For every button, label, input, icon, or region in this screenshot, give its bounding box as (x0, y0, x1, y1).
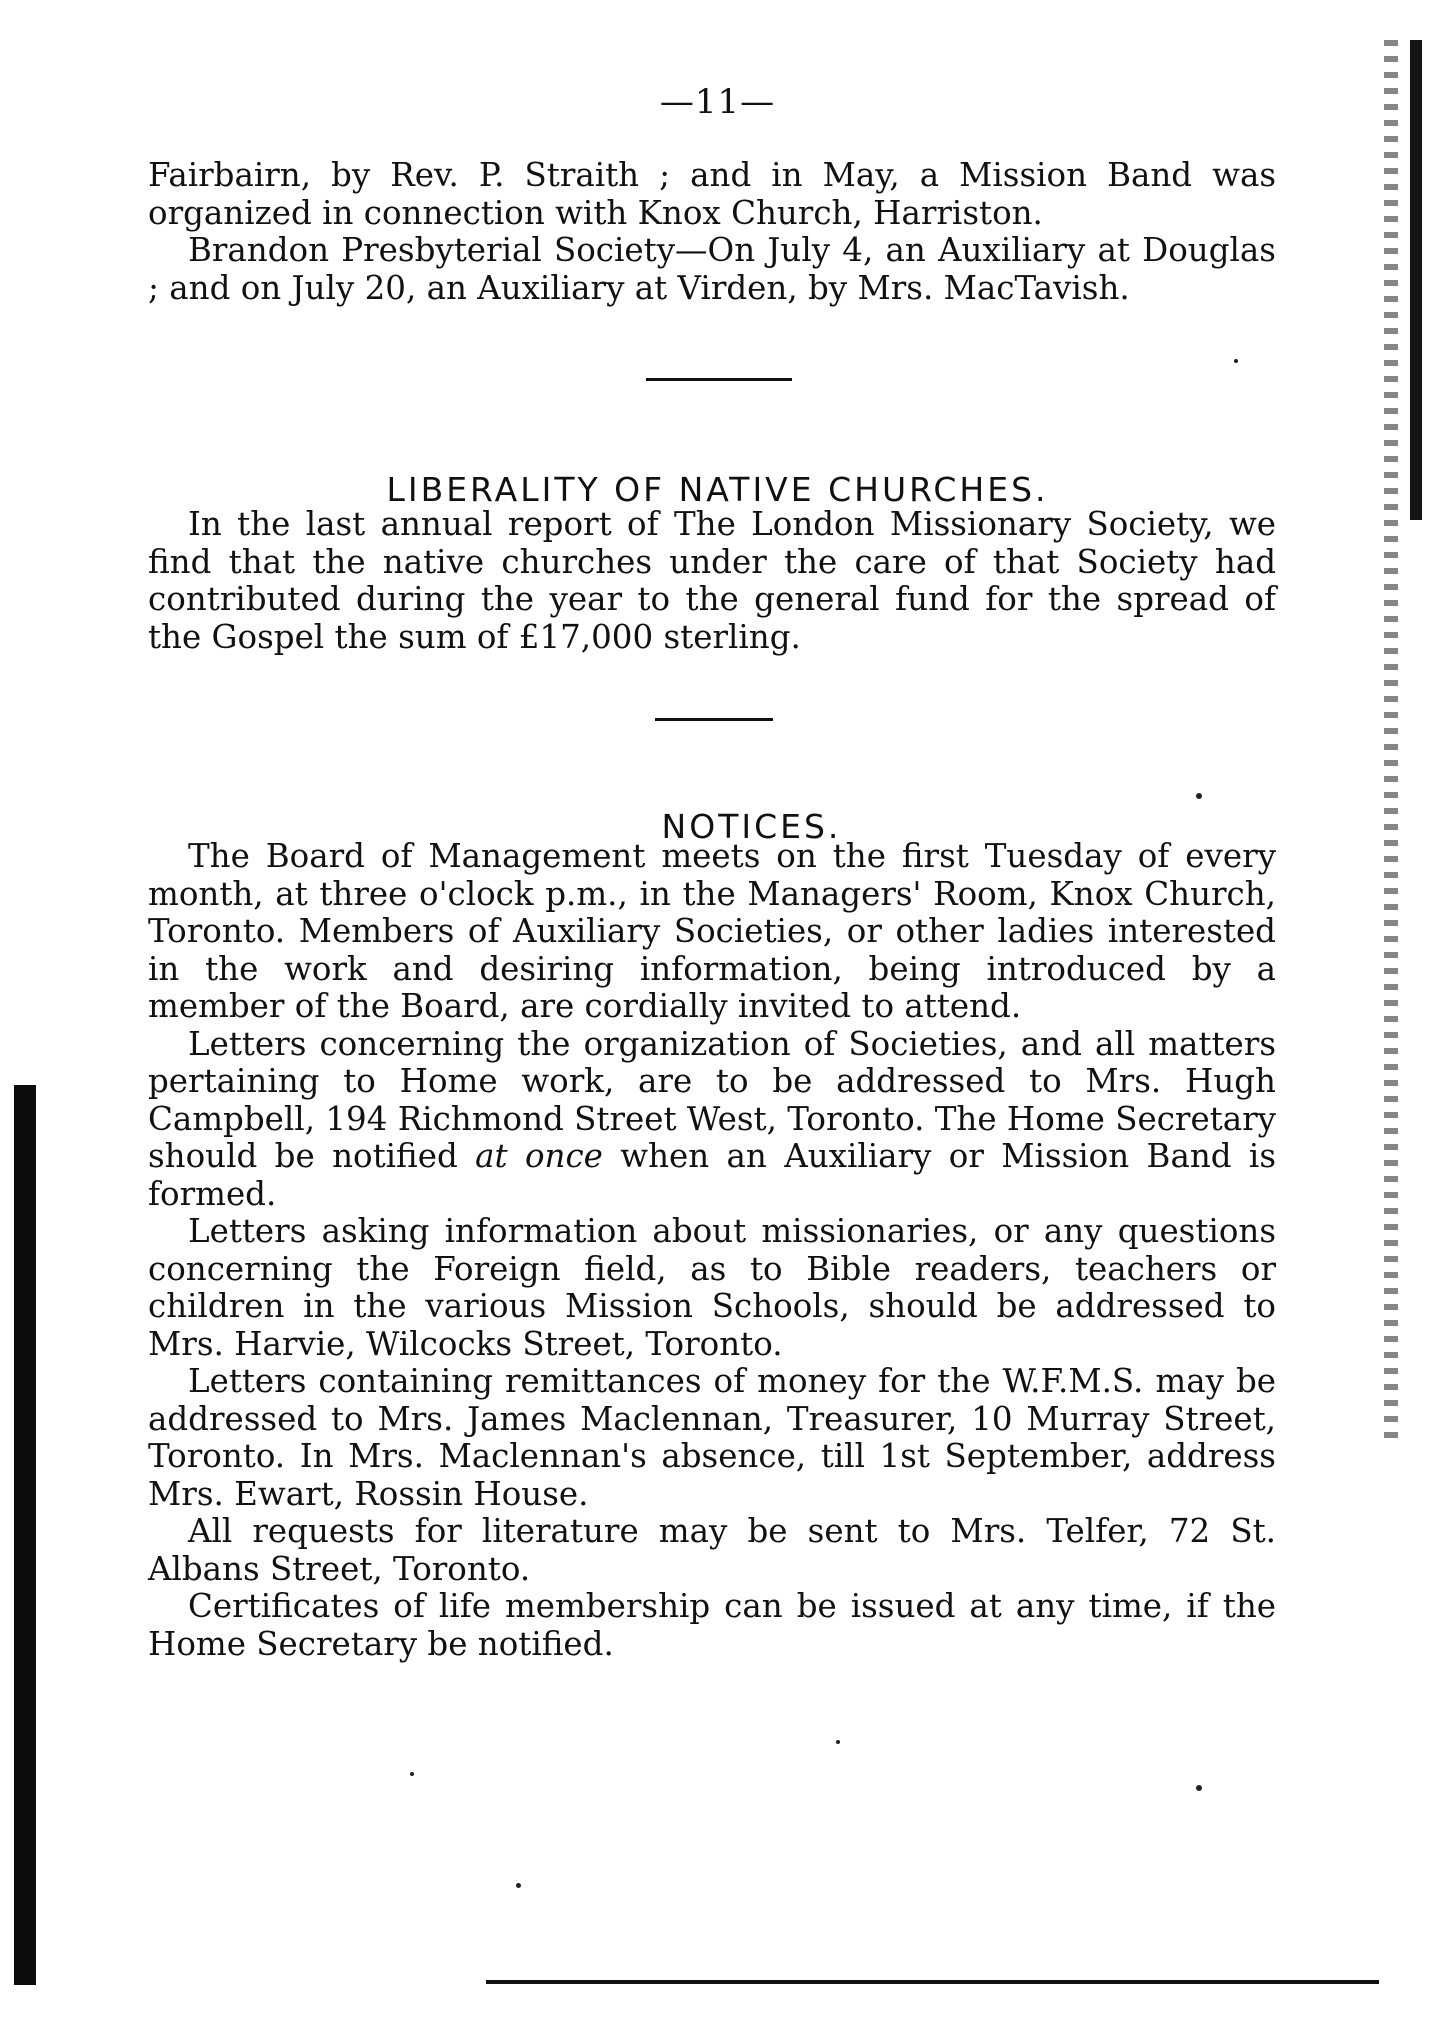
notice-home-work-emphasis: at once (475, 1137, 603, 1175)
liberality-text-block (148, 506, 1276, 656)
notice-foreign-field: Letters asking information about missionaries, or any questions concerning the Foreign field, as to Bible readers, teachers or children in the various Mission Schools, should be addressed to Mrs. Harvie, Wilcocks Street, Toronto. (148, 1212, 1276, 1363)
page-number: —11— (659, 82, 776, 122)
section-divider-2 (655, 718, 773, 721)
intro-paragraph-continued: Fairbairn, by Rev. P. Straith ; and in May, a Mission Band was organized in connection with Knox Church, Harriston. (148, 156, 1276, 232)
notice-home-work-text-after: when an Auxiliary or Mission Band is formed. (148, 1137, 1276, 1213)
scan-speck (410, 1772, 414, 1776)
scan-speck (1234, 359, 1238, 363)
liberality-heading: LIBERALITY OF NATIVE CHURCHES. (386, 470, 1049, 510)
notice-literature: All requests for literature may be sent to Mrs. Telfer, 72 St. Albans Street, Toronto. (148, 1512, 1276, 1588)
notices-heading: NOTICES. (661, 807, 842, 847)
scan-speck (1196, 1785, 1202, 1791)
bottom-rule (486, 1980, 1379, 1984)
scan-speck (516, 1883, 521, 1888)
intro-paragraph-brandon: Brandon Presbyterial Society—On July 4, an Auxiliary at Douglas ; and on July 20, an Auxiliary at Virden, by Mrs. MacTavish. (148, 231, 1276, 307)
notices-text-block (148, 838, 1276, 1663)
notice-board-meetings: The Board of Management meets on the first Tuesday of every month, at three o'clock p.m., in the Managers' Room, Knox Church, Toronto. Members of Auxiliary Societies, or other ladies interested in the work and desiring information, being introduced by a member of the Board, are cordially invited to attend. (148, 837, 1276, 1025)
scan-binding-edge-left (14, 1085, 36, 1985)
section-divider-1 (646, 378, 792, 381)
notice-home-work-text-before: Letters concerning the organization of Societies, and all matters pertaining to Home work, are to be addressed to Mrs. Hugh Campbell, 194 Richmond Street West, Toronto. The Home Secretary should be notified (148, 1024, 1277, 1175)
notice-home-work (148, 1026, 1276, 1214)
scan-speck (1196, 793, 1202, 799)
scan-speck (836, 1740, 840, 1744)
intro-text-block (148, 157, 1276, 307)
notice-certificates: Certificates of life membership can be issued at any time, if the Home Secretary be notified. (148, 1587, 1276, 1663)
scan-binding-edge-right-dark (1410, 40, 1422, 520)
notice-remittances: Letters containing remittances of money for the W.F.M.S. may be addressed to Mrs. James Maclennan, Treasurer, 10 Murray Street, Toronto. In Mrs. Maclennan's absence, till 1st September, address Mrs. Ewart, Rossin House. (148, 1362, 1276, 1513)
liberality-paragraph: In the last annual report of The London Missionary Society, we find that the native churches under the care of that Society had contributed during the year to the general fund for the spread of the Gospel the sum of £17,000 sterling. (148, 505, 1276, 656)
scan-binding-edge-right (1384, 40, 1398, 1440)
